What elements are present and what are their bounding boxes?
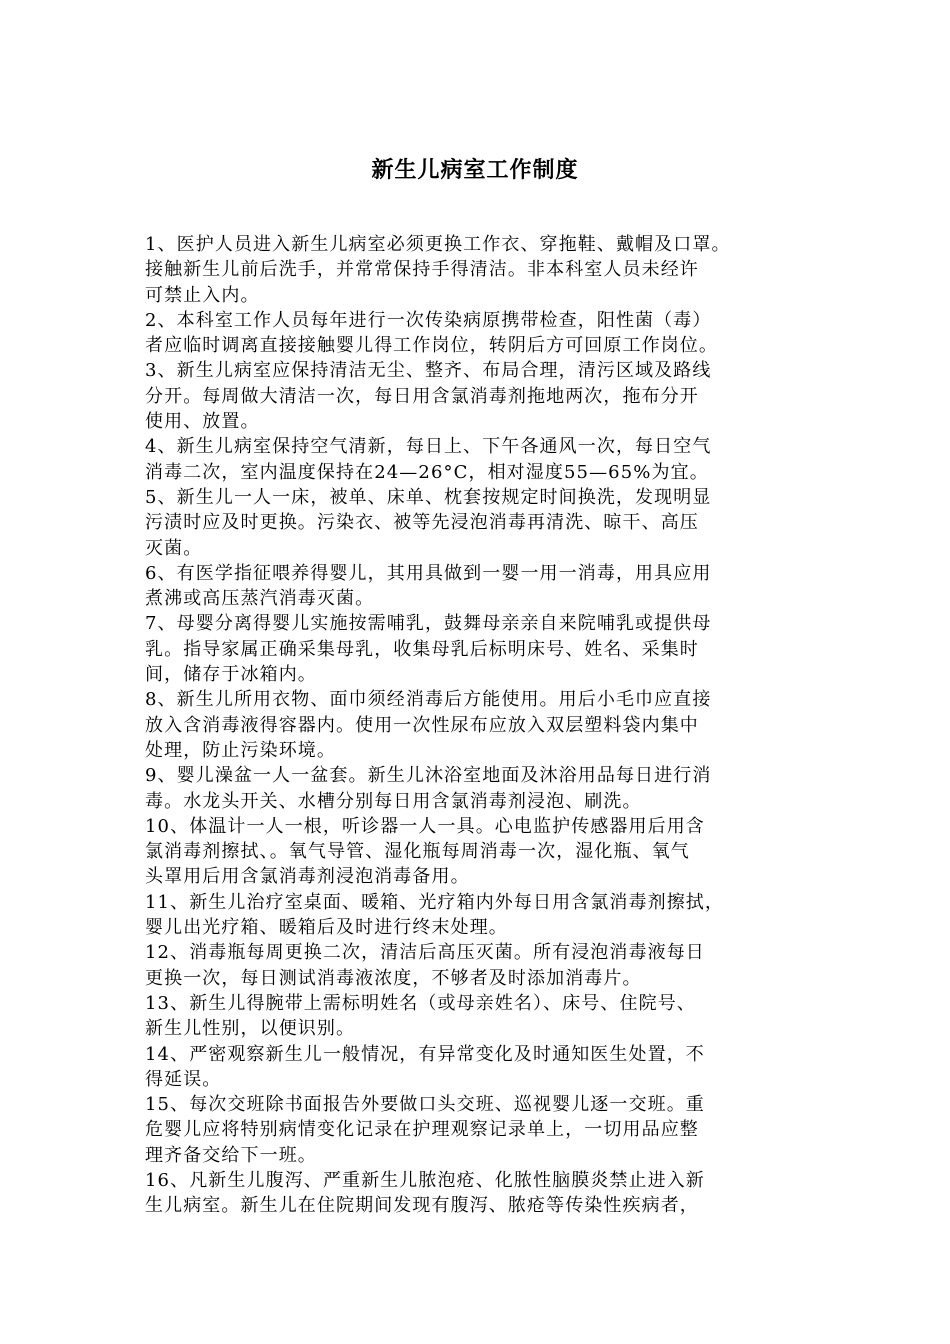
paragraph-14: 14、严密观察新生儿一般情况，有异常变化及时通知医生处置，不 得延误。 <box>145 1043 705 1090</box>
paragraph-8: 8、新生儿所用衣物、面巾须经消毒后方能使用。用后小毛巾应直接 放入含消毒液得容器内。使用一次性尿布应放入双层塑料袋内集中 处理，防止污染环境。 <box>145 689 712 761</box>
paragraph-15: 15、每次交班除书面报告外要做口头交班、巡视婴儿逐一交班。重 危婴儿应将特别病情变化记录在护理观察记录单上，一切用品应整 理齐备交给下一班。 <box>145 1094 705 1166</box>
paragraph-16: 16、凡新生儿腹泻、严重新生儿脓泡疮、化脓性脑膜炎禁止进入新 生儿病室。新生儿在住院期间发现有腹泻、脓疮等传染性疾病者， <box>145 1169 705 1217</box>
paragraph-1: 1、医护人员进入新生儿病室必须更换工作衣、穿拖鞋、戴帽及口罩。 接触新生儿前后洗手，并常常保持手得清洁。非本科室人员未经许 可禁止入内。 <box>145 234 731 306</box>
paragraph-6: 6、有医学指征喂养得婴儿，其用具做到一婴一用一消毒，用具应用 煮沸或高压蒸汽消毒灭菌。 <box>145 562 712 610</box>
paragraph-3: 3、新生儿病室应保持清洁无尘、整齐、布局合理，清污区域及路线 分开。每周做大清洁一次，每日用含氯消毒剂拖地两次，拖布分开 使用、放置。 <box>145 360 712 433</box>
document-title: 新生儿病室工作制度 <box>371 158 579 183</box>
paragraph-5: 5、新生儿一人一床，被单、床单、枕套按规定时间换洗，发现明显 污渍时应及时更换。污染衣、被等先浸泡消毒再清洗、晾干、高压 灭菌。 <box>145 486 712 559</box>
paragraph-13: 13、新生儿得腕带上需标明姓名（或母亲姓名）、床号、住院号、 新生儿性别，以便识别。 <box>145 992 696 1040</box>
paragraph-9: 9、婴儿澡盆一人一盆套。新生儿沐浴室地面及沐浴用品每日进行消 毒。水龙头开关、水槽分别每日用含氯消毒剂浸泡、刷洗。 <box>145 765 712 812</box>
paragraph-7: 7、母婴分离得婴儿实施按需哺乳，鼓舞母亲亲自来院哺乳或提供母 乳。指导家属正确采集母乳，收集母乳后标明床号、姓名、采集时 间，储存于冰箱内。 <box>145 613 712 686</box>
paragraph-11: 11、新生儿治疗室桌面、暖箱、光疗箱内外每日用含氯消毒剂擦拭， 婴儿出光疗箱、暖箱后及时进行终末处理。 <box>145 891 725 939</box>
paragraph-12: 12、消毒瓶每周更换二次，清洁后高压灭菌。所有浸泡消毒液每日 更换一次，每日测试消毒液浓度，不够者及时添加消毒片。 <box>145 942 705 989</box>
document-body <box>145 232 810 1219</box>
paragraph-4: 4、新生儿病室保持空气清新，每日上、下午各通风一次，每日空气 消毒二次，室内温度保持在24—26°C，相对湿度55—65%为宜。 <box>145 436 712 483</box>
paragraph-10: 10、体温计一人一根，听诊器一人一具。心电监护传感器用后用含 氯消毒剂擦拭、。氧气导管、湿化瓶每周消毒一次，湿化瓶、氧气 头罩用后用含氯消毒剂浸泡消毒备用。 <box>145 815 705 888</box>
paragraph-2: 2、本科室工作人员每年进行一次传染病原携带检查，阳性菌（毒） 者应临时调离直接接触婴儿得工作岗位，转阴后方可回原工作岗位。 <box>145 309 718 357</box>
